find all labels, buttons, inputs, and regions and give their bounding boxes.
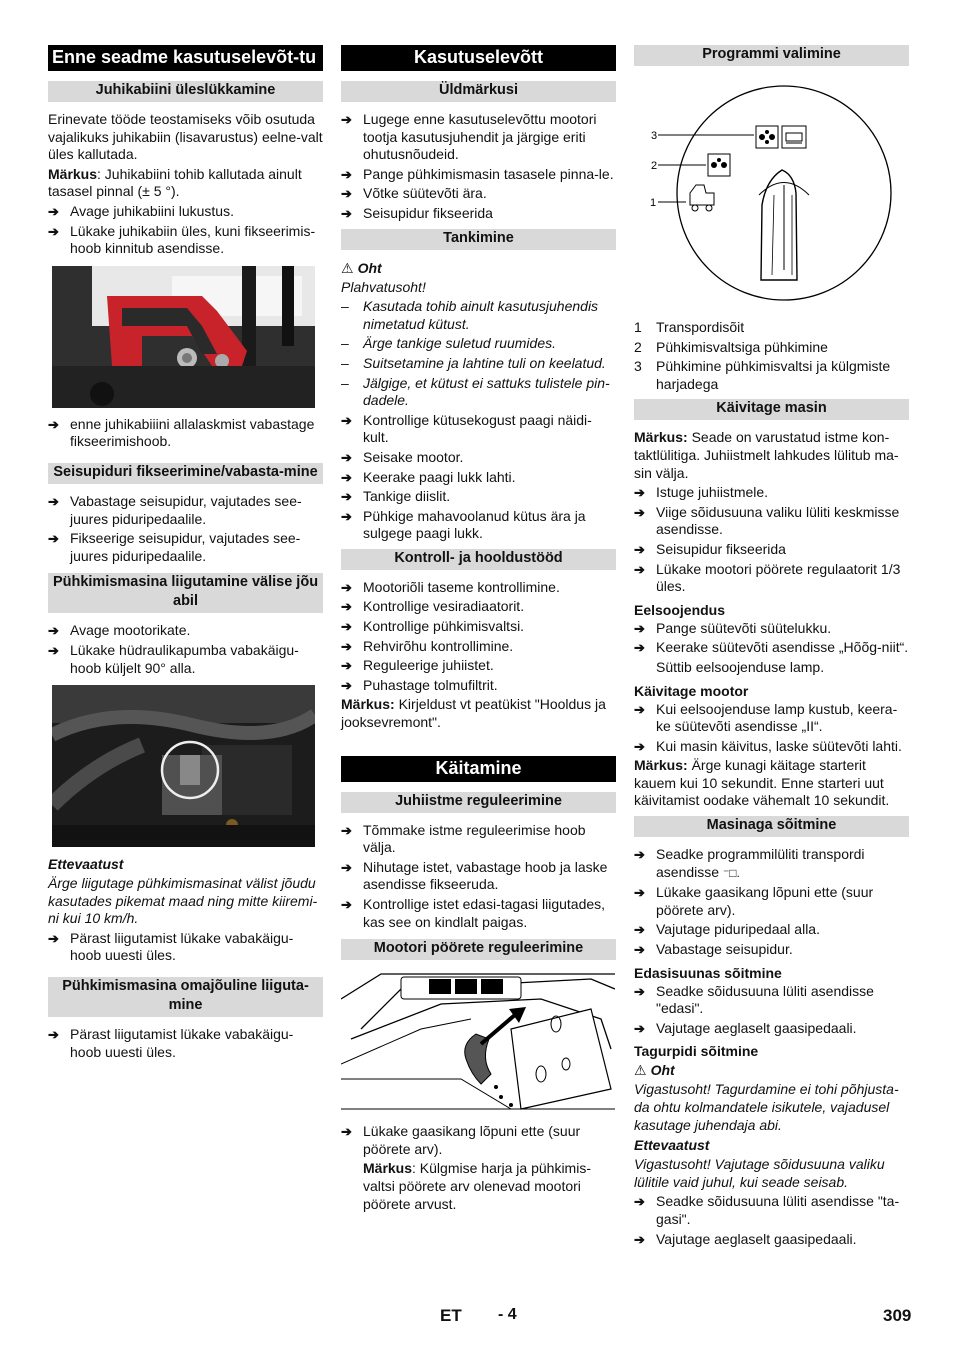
step: ➔ Seadke sõidusuuna lüliti asendisse "ta-gasi". xyxy=(634,1193,909,1228)
step: ➔ Fikseerige seisupidur, vajutades see-juures piduripedaalile. xyxy=(48,530,323,565)
warning-triangle-icon: ⚠ xyxy=(634,1062,647,1079)
step: ➔ Lükake gaasikang lõpuni ette (suur pöörete arv). xyxy=(634,884,909,919)
step: ➔ enne juhikabiiini allalaskmist vabastage fikseerimishoob. xyxy=(48,416,323,451)
step: ➔ Kontrollige pühkimisvaltsi. xyxy=(341,618,616,636)
paragraph: Erinevate tööde teostamiseks võib osutuda vajalikuks juhikabiin (lisavarustus) eelne-valt üles kallutada. xyxy=(48,111,323,163)
warning-triangle-icon: ⚠ xyxy=(341,259,354,276)
step: ➔ Pärast liigutamist lükake vabakäigu-hoob uuesti üles. xyxy=(48,1026,323,1061)
cabin-lock-photo xyxy=(52,266,315,408)
step: ➔ Lükake juhikabiin üles, kuni fikseerimis-hoob kinnitub asendisse. xyxy=(48,223,323,258)
sweeper-vehicle-icon xyxy=(782,126,806,148)
page-number: 309 xyxy=(883,1306,912,1325)
section-title: Käitamine xyxy=(341,756,616,782)
step: ➔ Nihutage istet, vabastage hoob ja laske asendisse fikseeruda. xyxy=(341,859,616,894)
sub-heading: Eelsoojendus xyxy=(634,601,726,618)
subsection-heading: Seisupiduri fikseerimine/vabasta-mine xyxy=(48,463,323,484)
caution-label: Ettevaatust xyxy=(634,1137,710,1154)
step: ➔ Kontrollige kütusekogust paagi näidi-kult. xyxy=(341,412,616,447)
sub-heading: Tagurpidi sõitmine xyxy=(634,1043,759,1060)
step: ➔ Pange pühkimismasin tasasele pinna-le. xyxy=(341,166,616,184)
sweep-brushes-icon xyxy=(756,126,778,148)
step: ➔ Puhastage tolmufiltrit. xyxy=(341,677,616,695)
step: ➔ Avage juhikabiini lukustus. xyxy=(48,203,323,221)
step: ➔ Vajutage piduripedaal alla. xyxy=(634,921,909,939)
step: ➔ Lükake mootori pöörete regulaatorit 1/3 üles. xyxy=(634,561,909,596)
legend-number: 2 xyxy=(634,338,642,355)
footer-language: ET xyxy=(440,1306,462,1325)
dash-item: – Kasutada tohib ainult kasutusjuhendis nimetatud kütust. xyxy=(341,298,616,333)
note-label: Märkus xyxy=(48,165,98,182)
danger-label xyxy=(341,259,616,277)
dash-item: – Ärge tankige suletud ruumides. xyxy=(341,335,616,353)
dash-item: – Jälgige, et kütust ei sattuks tulistele pin-dadele. xyxy=(341,375,616,410)
note xyxy=(634,757,909,810)
subsection-heading: Tankimine xyxy=(341,229,616,250)
transport-icon: ⁻□. xyxy=(722,865,740,880)
step: ➔ Tankige diislit. xyxy=(341,488,616,506)
note-label: Märkus: xyxy=(341,696,395,713)
callout-1: 1 xyxy=(650,197,657,209)
subsection-heading: Pühkimismasina omajõuline liiguta-mine xyxy=(48,977,323,1017)
note xyxy=(48,166,323,201)
column-3 xyxy=(634,45,909,1250)
step: ➔ Lükake hüdraulikapumba vabakäigu-hoob küljelt 90° alla. xyxy=(48,642,323,677)
sub-heading: Edasisuunas sõitmine xyxy=(634,964,782,981)
note xyxy=(341,1160,616,1213)
legend-number: 3 xyxy=(634,358,642,375)
legend-number: 1 xyxy=(634,319,642,335)
column-1 xyxy=(48,45,323,1063)
note-label: Märkus xyxy=(363,1160,413,1177)
legend-text: Transpordisõit xyxy=(656,319,745,335)
result-text: Süttib eelsoojenduse lamp. xyxy=(656,658,825,675)
section-title: Kasutuselevõtt xyxy=(341,45,616,71)
footer-chapter: - 4 xyxy=(498,1306,517,1323)
subsection-heading: Mootori pöörete reguleerimine xyxy=(341,939,616,960)
sweep-roller-icon xyxy=(708,154,730,176)
step: ➔ Viige sõidusuuna valiku lüliti keskmisse asendisse. xyxy=(634,504,909,539)
legend-text: Pühkimine pühkimisvaltsi ja külgmiste harjadega xyxy=(656,358,891,392)
step: ➔ Kui eelsoojenduse lamp kustub, keera-ke süütevõti asendisse „II“. xyxy=(634,701,909,736)
throttle-lever-drawing xyxy=(341,969,615,1117)
note-label: Märkus: xyxy=(634,757,688,774)
danger-text: Oht xyxy=(650,1062,675,1079)
note-text: Kirjeldust vt peatükist "Hooldus ja jooksevremont". xyxy=(341,696,606,731)
step xyxy=(634,846,909,882)
subsection-heading: Kontroll- ja hooldustööd xyxy=(341,549,616,570)
step: ➔ Keerake paagi lukk lahti. xyxy=(341,469,616,487)
step: ➔ Rehvirõhu kontrollimine. xyxy=(341,638,616,656)
caution-text: Ärge liigutage pühkimismasinat välist jõudu kasutades pikemat maad ning mitte kiiremi-ni kui 10 km/h. xyxy=(48,875,318,927)
section-title: Enne seadme kasutuselevõt-tu xyxy=(48,45,323,71)
step-text: Seadke programmilüliti transpordi asendisse xyxy=(656,846,865,880)
step: ➔ Seisupidur fikseerida xyxy=(634,541,909,559)
step: ➔ Vabastage seisupidur, vajutades see-juures piduripedaalile. xyxy=(48,493,323,528)
step: ➔ Vajutage aeglaselt gaasipedaali. xyxy=(634,1231,909,1249)
note-text: : Juhikabiini tohib kallutada ainult tasasel pinnal (± 5 °). xyxy=(48,165,302,200)
pump-lever-photo xyxy=(52,685,315,847)
step: ➔ Kui masin käivitus, laske süütevõti lahti. xyxy=(634,738,909,756)
step: ➔ Vabastage seisupidur. xyxy=(634,941,909,959)
note-text: Seade on varustatud istme kon-taktlülitiga. Juhiistmelt lahkudes lülitub ma-sin välja. xyxy=(634,429,899,481)
note xyxy=(634,429,909,482)
step: ➔ Pange süütevõti süütelukku. xyxy=(634,620,909,638)
subsection-heading: Juhiistme reguleerimine xyxy=(341,792,616,813)
step: ➔ Pärast liigutamist lükake vabakäigu-hoob uuesti üles. xyxy=(48,930,323,965)
danger-description: Vigastusoht! Tagurdamine ei tohi põhjusta-da ohtu kolmandatele isikutele, vajadusel kasutage juhendaja abi. xyxy=(634,1081,899,1133)
caution-text: Vigastusoht! Vajutage sõidusuuna valiku lülitile vaid juhul, kui seade seisab. xyxy=(634,1156,885,1190)
subsection-heading: Käivitage masin xyxy=(634,399,909,420)
step: ➔ Seisupidur fikseerida xyxy=(341,205,616,223)
note-text: Ärge kunagi käitage starterit kauem kui 10 sekundit. Enne starteri uut käivitamist oodake vähemalt 10 sekundit. xyxy=(634,757,890,809)
step: ➔ Vajutage aeglaselt gaasipedaali. xyxy=(634,1020,909,1038)
step: ➔ Reguleerige juhiistet. xyxy=(341,657,616,675)
step: ➔ Lükake gaasikang lõpuni ette (suur pöörete arv). xyxy=(341,1123,616,1158)
step: ➔ Lugege enne kasutuselevõttu mootori tootja kasutusjuhendit ja järgige eriti ohutusnõudeid. xyxy=(341,111,616,164)
note-text: : Külgmise harja ja pühkimis-valtsi pöörete arv olenevad mootori pöörete arvust. xyxy=(363,1160,591,1212)
note xyxy=(341,696,616,731)
step: ➔ Tõmmake istme reguleerimise hoob välja. xyxy=(341,822,616,857)
step: ➔ Kontrollige vesiradiaatorit. xyxy=(341,598,616,616)
callout-2: 2 xyxy=(651,160,658,172)
caution-label: Ettevaatust xyxy=(48,856,124,873)
step: ➔ Mootoriõli taseme kontrollimine. xyxy=(341,579,616,597)
step: ➔ Võtke süütevõti ära. xyxy=(341,185,616,203)
column-2 xyxy=(341,45,616,1215)
subsection-heading: Pühkimismasina liigutamine välise jõu abil xyxy=(48,573,323,613)
danger-subtitle: Plahvatusoht! xyxy=(341,278,426,295)
step: ➔ Kontrollige istet edasi-tagasi liigutades, kas see on kindlalt paigas. xyxy=(341,896,616,931)
step: ➔ Pühkige mahavoolanud kütus ära ja sulgege paagi lukk. xyxy=(341,508,616,543)
legend-text: Pühkimisvaltsiga pühkimine xyxy=(656,338,828,355)
step: ➔ Keerake süütevõti asendisse „Hõõg-niit“. xyxy=(634,639,909,657)
danger-text: Oht xyxy=(357,259,382,276)
program-selector-drawing xyxy=(634,75,909,315)
dash-item: – Suitsetamine ja lahtine tuli on keelatud. xyxy=(341,355,616,373)
subsection-heading: Üldmärkusi xyxy=(341,81,616,102)
step: ➔ Seisake mootor. xyxy=(341,449,616,467)
step: ➔ Seadke sõidusuuna lüliti asendisse "edasi". xyxy=(634,983,909,1018)
subsection-heading: Masinaga sõitmine xyxy=(634,816,909,837)
legend-item xyxy=(634,319,909,337)
danger-label xyxy=(634,1061,909,1079)
step: ➔ Avage mootorikate. xyxy=(48,622,323,640)
step: ➔ Istuge juhiistmele. xyxy=(634,484,909,502)
legend-item xyxy=(634,339,909,357)
callout-3: 3 xyxy=(651,130,658,142)
subsection-heading: Programmi valimine xyxy=(634,45,909,66)
subsection-heading: Juhikabiini üleslükkamine xyxy=(48,81,323,102)
sub-heading: Käivitage mootor xyxy=(634,682,749,699)
legend-item xyxy=(634,358,909,393)
note-label: Märkus: xyxy=(634,429,688,446)
